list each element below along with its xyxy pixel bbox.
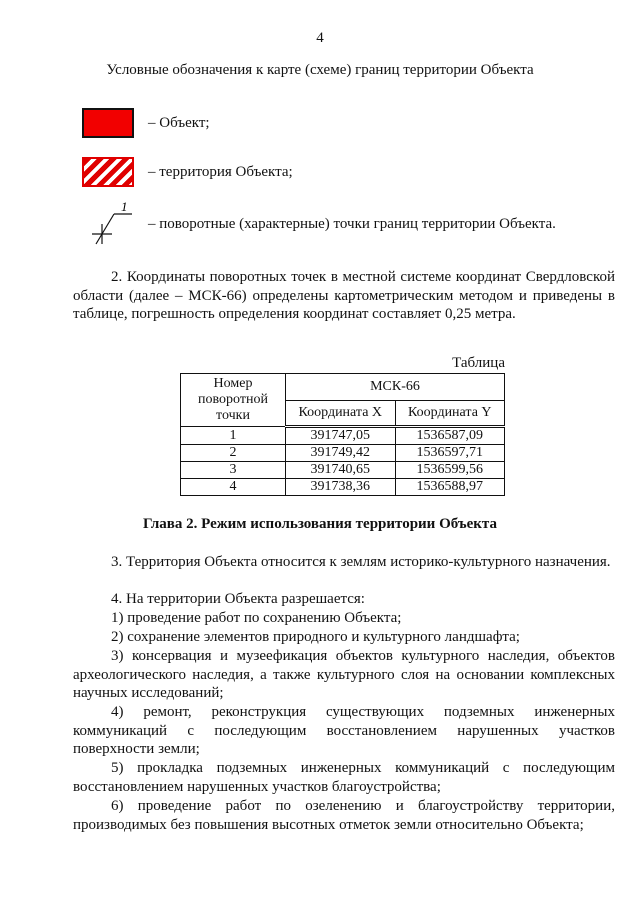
cell-x: 391747,05: [286, 427, 396, 445]
page-number: 4: [316, 30, 324, 46]
chapter-title: Глава 2. Режим использования территории Объекта: [143, 516, 497, 532]
table-row: [181, 427, 505, 445]
turning-point-marker-label: 1: [121, 200, 128, 214]
coordinates-table: [180, 373, 505, 496]
cell-point: 3: [181, 462, 286, 479]
cell-y: 1536599,56: [395, 462, 505, 479]
list-item: 6) проведение работ по озеленению и благоустройству территории, производимых без повышения высотных отметок земли относительно Объекта;: [73, 798, 615, 833]
turning-point-icon: [80, 200, 136, 248]
cell-point: 1: [181, 427, 286, 445]
table-row: [181, 479, 505, 496]
list-item: 2) сохранение элементов природного и культурного ландшафта;: [111, 629, 520, 645]
legend-item-turning-point: [80, 200, 556, 248]
legend-title: Условные обозначения к карте (схеме) границ территории Объекта: [106, 62, 534, 78]
legend-item-object: [80, 106, 210, 140]
legend-label: – Объект;: [148, 114, 210, 131]
cell-y: 1536597,71: [395, 445, 505, 462]
legend-label: – территория Объекта;: [148, 163, 293, 180]
red-filled-rectangle-icon: [82, 108, 134, 138]
paragraph-2: 2. Координаты поворотных точек в местной системе координат Свердловской области (далее – МСК-66) определены картометрическим методом и приведены в таблице, погрешность определения координат составляет 0,25 метра.: [73, 269, 615, 323]
cell-point: 2: [181, 445, 286, 462]
header-x: Координата X: [286, 401, 396, 427]
cell-x: 391749,42: [286, 445, 396, 462]
table-caption: Таблица: [452, 355, 505, 371]
list-item: 3) консервация и музеефикация объектов культурного наследия, объектов археологического наследия, а также культурного слоя на основании комплексных научных исследований;: [73, 648, 615, 702]
list-item: 5) прокладка подземных инженерных коммуникаций с последующим восстановлением нарушенных участков благоустройства;: [73, 760, 615, 795]
header-coordinate-system: МСК-66: [286, 374, 505, 401]
legend-item-territory: [80, 155, 293, 189]
cell-point: 4: [181, 479, 286, 496]
header-y: Координата Y: [395, 401, 505, 427]
cell-y: 1536588,97: [395, 479, 505, 496]
paragraph-4: 4. На территории Объекта разрешается:: [111, 591, 365, 607]
cell-x: 391740,65: [286, 462, 396, 479]
cell-y: 1536587,09: [395, 427, 505, 445]
table-row: [181, 462, 505, 479]
red-hatched-rectangle-icon: [82, 157, 134, 187]
list-item: 4) ремонт, реконструкция существующих подземных инженерных коммуникаций с последующим восстановлением нарушенных участков поверхности земли;: [73, 704, 615, 758]
paragraph-3: 3. Территория Объекта относится к землям историко-культурного назначения.: [111, 554, 611, 570]
table-row: [181, 445, 505, 462]
header-point-number: Номер поворотной точки: [181, 374, 286, 427]
list-item: 1) проведение работ по сохранению Объекта;: [111, 610, 402, 626]
legend-label: – поворотные (характерные) точки границ территории Объекта.: [148, 215, 556, 232]
cell-x: 391738,36: [286, 479, 396, 496]
